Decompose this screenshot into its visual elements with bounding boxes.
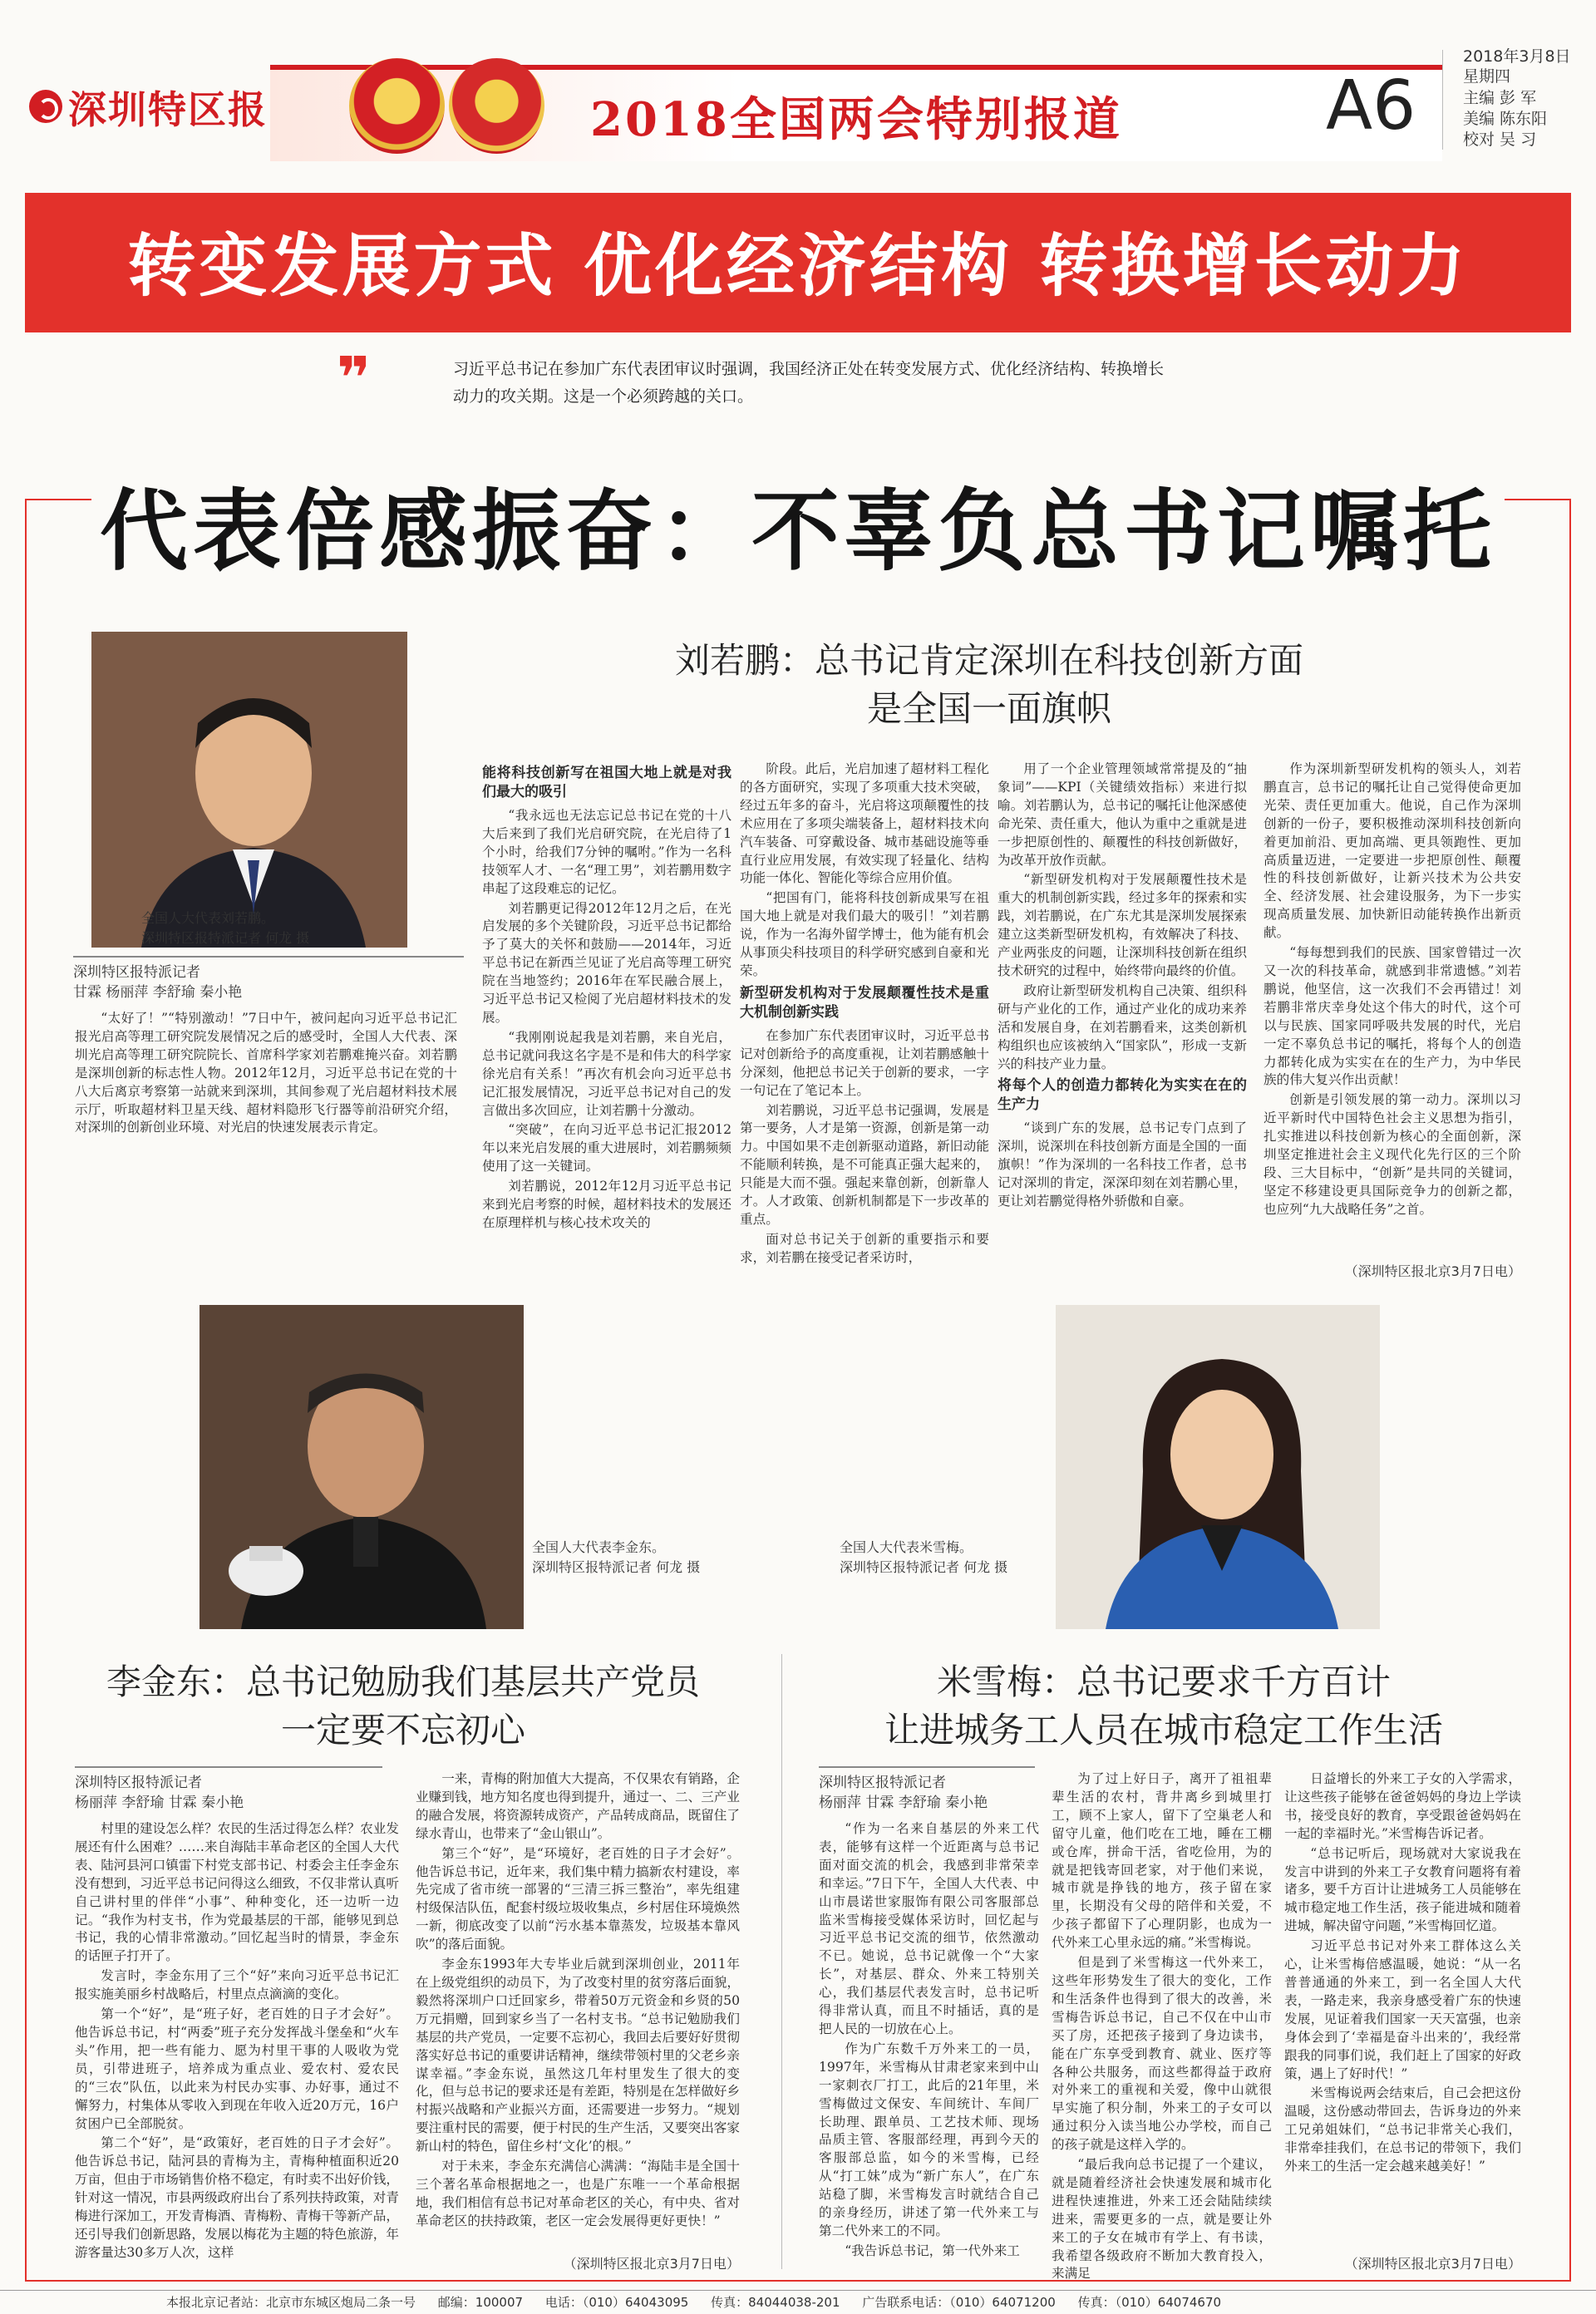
story2-dateline: （深圳特区报北京3月7日电） (563, 2256, 740, 2272)
subheading: 将每个人的创造力都转化为实实在在的生产力 (998, 1077, 1247, 1114)
credit-line: 美编 陈东阳 (1463, 110, 1548, 128)
paragraph: “最后我向总书记提了一个建议，就是随着经济社会快速发展和城市化进程快速推进，外来工还会陆陆续续进来，需要更多的一点，就是要让外来工的子女在城市有学上、有书读，我希望各级政府不断加大教育投入，来满足 (1052, 2157, 1272, 2282)
story1-dateline: （深圳特区报北京3月7日电） (1344, 1263, 1521, 1279)
paragraph: “作为一名来自基层的外来工代表，能够有这样一个近距离与总书记面对面交流的机会，我感到非常荣幸和幸运。”7日下午，全国人大代表、中山市晨诺世家服饰有限公司客服部总监米雪梅接受媒体采访时，回忆起与习近平总书记交流的细节，依然激动不已。她说，总书记就像一个“大家长”，对基层、群众、外来工特别关心，我们基层代表发言时，总书记听得非常认真，而且不时插话，真的是把人民的一切放在心上。 (819, 1821, 1039, 2036)
paragraph: 一来，青梅的附加值大大提高，不仅果农有销路，企业赚到钱，地方知名度也得到提升，通过一、二、三产业的融合发展，将资源转成资产，产品转成商品，既留住了绿水青山，也带来了“金山银山”。 (416, 1771, 740, 1841)
byline-line: 深圳特区报特派记者 (73, 964, 200, 981)
story1-photo-caption (141, 908, 391, 948)
story2-byline (75, 1766, 382, 1813)
newspaper-name: 深圳特区报 (68, 87, 268, 132)
paragraph: 用了一个企业管理领域常常提及的“抽象词”——KPI（关键绩效指标）来进行拟喻。刘若鹏认为，总书记的嘱托让他深感使命光荣、责任重大，他认为重中之重就是进一步把原创性的、颠覆性的科技创新做好，为改革开放作贡献。 (998, 761, 1247, 868)
paragraph: 习近平总书记对外来工群体这么关心，让米雪梅倍感温暖，她说：“从一名普普通通的外来工，到一名全国人大代表，一路走来，我亲身感受着广东的快速发展，见证着我们国家一天天富强，也亲身体会到了‘幸福是奋斗出来的’，我经常跟我的同事们说，我们赶上了国家的好政策，遇上了好时代！” (1284, 1938, 1521, 2081)
editor-credits (1463, 88, 1547, 150)
story2-photo-caption (532, 1538, 773, 1578)
portrait-mi-xuemei (1056, 1305, 1380, 1629)
paragraph: “把国有门，能将科技创新成果写在祖国大地上就是对我们最大的吸引！”刘若鹏说，作为一名海外留学博士，他为能有机会从事顶尖科技项目的科学研究感到自豪和光荣。 (740, 890, 989, 978)
byline-line: 深圳特区报特派记者 (819, 1775, 946, 1791)
caption-line: 全国人大代表李金东。 (532, 1539, 666, 1555)
credit-line: 主编 彭 军 (1463, 89, 1537, 107)
story1-column-4 (1264, 761, 1521, 1259)
story1-headline (574, 637, 1405, 733)
weekday-text: 星期四 (1463, 67, 1511, 86)
cppcc-emblem-icon (449, 58, 544, 154)
footer-address: 本报北京记者站：北京市东城区炮局二条一号 (166, 2295, 416, 2310)
footer-phone: 电话：（010）64043095 (544, 2295, 689, 2310)
paragraph: “总书记听后，现场就对大家说我在发言中讲到的外来工子女教育问题将有着诸多，要千方百计让进城务工人员能够在城市稳定地工作生活，孩子能进城和随着进城，解决留守问题，”米雪梅回忆道。 (1284, 1845, 1521, 1934)
paragraph: 第三个“好”，是“环境好，老百姓的日子才会好”。他告诉总书记，近年来，我们集中精力搞新农村建设，率先完成了省市统一部署的“三清三拆三整治”，率先组建村级保洁队伍，配套村级垃圾收集点，乡村居住环境焕然一新，彻底改变了以前“污水基本靠蒸发，垃圾基本靠风吹”的落后面貌。 (416, 1845, 740, 1952)
story3-dateline: （深圳特区报北京3月7日电） (1344, 2256, 1521, 2272)
divider (1442, 50, 1443, 150)
story1-column-2 (740, 761, 989, 1280)
paragraph: “突破”，在向习近平总书记汇报2012年以来光启发展的重大进展时，刘若鹏频频使用了这一关键词。 (482, 1122, 732, 1174)
caption-line: 深圳特区报特派记者 何龙 摄 (141, 930, 310, 946)
paragraph: 第一个“好”，是“班子好，老百姓的日子才会好”。他告诉总书记，村“两委”班子充分发挥战斗堡垒和“火车头”作用，把一些有能力、愿为村里干事的人吸收为党员，引带进班子，培养成为重点业、爱农村、爱农民的“三农”队伍，以此来为村民办实事、办好事，通过不懈努力，村集体从零收入到现在年收入近20万元，16户贫困户已全部脱贫。 (75, 2006, 399, 2131)
headline-line: 让进城务工人员在城市稳定工作生活 (884, 1710, 1443, 1750)
story3-column-1 (819, 1820, 1039, 2269)
paragraph: 刘若鹏说，2012年12月习近平总书记来到光启考察的时候，超材料技术的发展还在原理样机与核心技术攻关的 (482, 1179, 732, 1230)
paragraph: 阶段。此后，光启加速了超材料工程化的各方面研究，实现了多项重大技术突破，经过五年多的奋斗，光启将这项颠覆性的技术应用在了多项尖端装备上，超材料技术向汽车装备、可穿戴设备、城市基础设施等垂直行业应用发展，有效实现了轻量化、结构功能一体化、智能化等综合应用价值。 (740, 761, 989, 886)
headline-line: 是全国一面旗帜 (866, 688, 1111, 729)
paragraph: 第二个“好”，是“政策好，老百姓的日子才会好”。他告诉总书记，陆河县的青梅为主，青梅种植面积近20万亩，但由于市场销售价格不稳定，有时卖不出好价钱，针对这一情况，市县两级政府出台了系列扶持政策，对青梅进行深加工，开发青梅酒、青梅粉、青梅干等新产品，还引导我们创新思路，发展以梅花为主题的特色旅游，年游客量达30多万人次，这样 (75, 2135, 399, 2260)
paragraph: 米雪梅说两会结束后，自己会把这份温暖，这份感动带回去，告诉身边的外来工兄弟姐妹们，“总书记非常关心我们，非常牵挂我们，在总书记的带领下，我们外来工的生活一定会越来越美好！” (1284, 2085, 1521, 2174)
paragraph: “新型研发机构对于发展颠覆性技术是重大的机制创新实践，经过多年的探索和实践，刘若鹏说，在广东尤其是深圳发展探索建立这类新型研发机构，有效解决了科技、产业两张皮的问题，让深圳科技创新在组织技术研究的过程中，始终带向最终的价值。 (998, 872, 1247, 978)
byline-line: 甘霖 杨丽萍 李舒瑜 秦小艳 (73, 984, 243, 1001)
column-divider (781, 1654, 782, 2269)
intro-paragraph: 习近平总书记在参加广东代表团审议时强调，我国经济正处在转变发展方式、优化经济结构、转换增长动力的攻关期。这是一个必须跨越的关口。 (453, 360, 1165, 406)
paragraph: 在参加广东代表团审议时，习近平总书记对创新给予的高度重视，让刘若鹏感触十分深刻，他把总书记关于创新的要求，一字一句记在了笔记本上。 (740, 1027, 989, 1098)
paragraph: 刘若鹏说，习近平总书记强调，发展是第一要务，人才是第一资源，创新是第一动力。中国如果不走创新驱动道路，新旧动能不能顺利转换，是不可能真正强大起来的，只能是大而不强。强起来靠创新，创新靠人才。人才政策、创新机制都是下一步改革的重点。 (740, 1102, 989, 1227)
paragraph: “我刚刚说起我是刘若鹏，来自光启，总书记就问我这名字是不是和伟大的科学家徐光启有关系！”再次有机会向习近平总书记汇报发展情况，习近平总书记对自己的发言做出多次回应，让刘若鹏十分激动。 (482, 1029, 732, 1118)
paragraph: 刘若鹏更记得2012年12月之后，在光启发展的多个关键阶段，习近平总书记都给予了莫大的关怀和鼓励——2014年，习近平总书记在新西兰见证了光启高等理工研究院在当地签约；2016年在军民融合展上，习近平总书记又检阅了光启超材料技术的发展。 (482, 900, 732, 1025)
topic-title: 转变发展方式 优化经济结构 转换增长动力 (127, 227, 1469, 306)
headline-line: 李金东：总书记勉励我们基层共产党员 (106, 1662, 700, 1702)
paragraph: 为了过上好日子，离开了祖祖辈辈生活的农村，背井离乡到城里打工，顾不上家人，留下了空巢老人和留守儿童，他们吃在工地，睡在工棚或仓库，拼命干活，省吃俭用，为的就是把钱寄回老家，对于他们来说，城市就是挣钱的地方，孩子留在家里，长期没有父母的陪伴和关爱，不少孩子都留下了心理阴影，也成为一代外来工心里永远的痛。”米雪梅说。 (1052, 1771, 1272, 1951)
paragraph: 面对总书记关于创新的重要指示和要求，刘若鹏在接受记者采访时， (740, 1231, 989, 1265)
national-emblem-icon (349, 58, 445, 154)
paragraph: 日益增长的外来工子女的入学需求，让这些孩子能够在爸爸妈妈的身边上学读书，接受良好的教育，享受跟爸爸妈妈在一起的幸福时光。”米雪梅告诉记者。 (1284, 1771, 1521, 1841)
credit-line: 校对 吴 习 (1463, 130, 1537, 149)
byline-line: 深圳特区报特派记者 (75, 1775, 202, 1791)
headline-line: 刘若鹏：总书记肯定深圳在科技创新方面 (674, 640, 1303, 681)
newspaper-logo-icon (29, 90, 62, 123)
story1-lead (75, 1010, 457, 1284)
story2-column-1 (75, 1820, 399, 2269)
paragraph: 对于未来，李金东充满信心满满：“海陆丰是全国十三个著名革命根据地之一，也是广东唯一一个革命根据地，我们相信有总书记对革命老区的关心，有中央、省对革命老区的扶持政策，老区一定会发展得更好更快！” (416, 2159, 740, 2228)
caption-line: 深圳特区报特派记者 何龙 摄 (532, 1559, 701, 1575)
caption-line: 全国人大代表刘若鹏。 (141, 910, 275, 926)
paragraph: “谈到广东的发展，总书记专门点到了深圳，说深圳在科技创新方面是全国的一面旗帜！”作为深圳的一名科技工作者，总书记对深圳的肯定，深深印刻在刘若鹏心里，更让刘若鹏觉得格外骄傲和自豪。 (998, 1120, 1247, 1209)
story1-byline (73, 956, 464, 1002)
footer-fax: 传真：84044038-201 (711, 2295, 840, 2310)
story2-column-2 (416, 1770, 740, 2252)
paragraph: “太好了！”“特别激动！”7日中午，被问起向习近平总书记汇报光启高等理工研究院发展情况之后的感受时，全国人大代表、深圳光启高等理工研究院院长、首席科学家刘若鹏难掩兴奋。刘若鹏是深圳创新的标志性人物。2012年12月，习近平总书记在党的十八大后离京考察第一站就来到深圳，其间参观了光启超材料技术展示厅，听取超材料卫星天线、超材料隐形飞行器等前沿研究介绍，对深圳的创新创业环境、对光启的快速发展表示肯定。 (75, 1011, 457, 1135)
story3-headline (798, 1658, 1530, 1755)
paragraph: “我永远也无法忘记总书记在党的十八大后来到了我们光启研究院，在光启待了1个小时，给我们7分钟的嘱咐。”作为一名科技领军人才、一名“理工男”，刘若鹏用数字串起了这段难忘的记忆。 (482, 808, 732, 896)
page-number: A6 (1326, 66, 1416, 145)
byline-line: 杨丽萍 甘霖 李舒瑜 秦小艳 (819, 1795, 988, 1811)
quote-mark-icon: ❞ (337, 344, 372, 412)
subheading: 新型研发机构对于发展颠覆性技术是重大机制创新实践 (740, 984, 989, 1021)
paragraph: “我告诉总书记，第一代外来工 (845, 2243, 1020, 2258)
story1-column-1 (482, 761, 732, 1280)
story3-byline (819, 1766, 1035, 1813)
headline-line: 米雪梅：总书记要求千方百计 (936, 1662, 1391, 1702)
page-footer (0, 2290, 1596, 2314)
byline-line: 杨丽萍 李舒瑜 甘霖 秦小艳 (75, 1795, 244, 1811)
paragraph: 李金东1993年大专毕业后就到深圳创业，2011年在上级党组织的动员下，为了改变村里的贫穷落后面貌，毅然将深圳户口迁回家乡，带着50万元资金和乡贤的50万元捐赠，回到家乡当了一名村支书。“总书记勉励我们基层的共产党员，一定要不忘初心，我回去后要好好贯彻落实好总书记的重要讲话精神，继续带领村里的父老乡亲谋幸福。”李金东说，虽然这几年村里发生了很大的变化，但与总书记的要求还是有差距，特别是在怎样做好乡村振兴战略和产业振兴方面，还需要进一步努力。“规划要注重村民的需要，便于村民的生产生活，又要突出客家新山村的特色，留住乡村‘文化’的根。” (416, 1957, 740, 2154)
paragraph: “每每想到我们的民族、国家曾错过一次又一次的科技革命，就感到非常遗憾。”刘若鹏说，他坚信，这一次我们不会再错过！刘若鹏非常庆幸身处这个伟大的时代，这个可以与民族、国家同呼吸共发展的时代，光启一定不辜负总书记的嘱托，将每个人的创造力都转化成为实实在在的生产力，为中华民族的伟大复兴作出贡献！ (1264, 945, 1521, 1088)
paragraph: 作为广东数千万外来工的一员，1997年，米雪梅从甘肃老家来到中山一家刺衣厂打工，此后的21年里，米雪梅做过文保安、车间统计、车间厂长助理、跟单员、工艺技术师、现场品质主管、客服部经理，再到今天的客服部总监，如今的米雪梅，已经从“打工妹”成为“新广东人”，在广东站稳了脚，米雪梅发言时就结合自己的亲身经历，讲述了第一代外来工与第二代外来工的不同。 (819, 2041, 1039, 2238)
story3-column-2 (1052, 1770, 1272, 2282)
subheading: 能将科技创新写在祖国大地上就是对我们最大的吸引 (482, 765, 732, 800)
banner-title: 2018全国两会特别报道 (590, 92, 1122, 147)
portrait-li-jindong (200, 1305, 524, 1629)
footer-ad-fax: 传真：（010）64074670 (1077, 2295, 1222, 2310)
caption-line: 全国人大代表米雪梅。 (840, 1539, 973, 1555)
date-text: 2018年3月8日 (1463, 47, 1571, 66)
paragraph: 政府让新型研发机构自己决策、组织科研与产业化的工作，通过产业化的成功来养活和发展自身，在刘若鹏看来，这类创新机构组织也应该被纳入“国家队”，形成一支新兴的科技产业力量。 (998, 982, 1247, 1071)
paragraph: 创新是引领发展的第一动力。深圳以习近平新时代中国特色社会主义思想为指引，扎实推进以科技创新为核心的全面创新，深圳坚定推进社会主义现代化先行区的三个阶段、三大目标中，“创新”是共同的关键词，坚定不移建设更具国际竞争力的创新之都，也应列“九大战略任务”之首。 (1264, 1092, 1521, 1217)
paragraph: 发言时，李金东用了三个“好”来向习近平总书记汇报实施美丽乡村战略后，村里点点滴滴的变化。 (75, 1968, 399, 2002)
headline-line: 一定要不忘初心 (280, 1710, 525, 1750)
portrait-liu-ruopeng (91, 632, 407, 948)
story3-column-3 (1284, 1770, 1521, 2252)
story3-photo-caption (840, 1538, 1056, 1578)
issue-date (1463, 47, 1571, 86)
paragraph: 但是到了米雪梅这一代外来工，这些年形势发生了很大的变化，工作和生活条件也得到了很大的改善，米雪梅告诉总书记，自己不仅在中山市买了房，还把孩子接到了身边读书，能在广东享受到教育、就业、医疗等各种公共服务，而这些都得益于政府对外来工的重视和关爱，像中山就很早实施了积分制，外来工的子女可以通过积分入读当地公办学校，而自己的孩子就是这样入学的。 (1052, 1955, 1272, 2153)
main-headline: 代表倍感振奋：不辜负总书记嘱托 (100, 480, 1496, 583)
story2-headline (58, 1658, 748, 1755)
footer-postcode: 邮编：100007 (437, 2295, 524, 2310)
paragraph: 村里的建设怎么样？农民的生活过得怎么样？农业发展还有什么困难？……来自海陆丰革命老区的全国人大代表、陆河县河口镇雷下村党支部书记、村委会主任李金东没有想到，习近平总书记问得这么细致，不仅非常认真听自己讲村里的伴伴“小事”、种种变化，还一边听一边记。“我作为村支书，作为党最基层的干部，能够见到总书记，我的心情非常激动。”回忆起当时的情景，李金东的话匣子打开了。 (75, 1821, 399, 1964)
footer-ad-phone: 广告联系电话：（010）64071200 (862, 2295, 1056, 2310)
caption-line: 深圳特区报特派记者 何龙 摄 (840, 1559, 1008, 1575)
story1-column-3 (998, 761, 1247, 1280)
paragraph: 作为深圳新型研发机构的领头人，刘若鹏直言，总书记的嘱托让自己觉得使命更加光荣、责任更加重大。他说，自己作为深圳创新的一份子，要积极推动深圳科技创新向着更加前沿、更加高端、更具领跑性、更加高质量迈进，一定要进一步把原创性、颠覆性的科技创新做好，让新兴技术为公共安全、经济发展、社会建设服务，为下一步实现高质量发展、加快新旧动能转换作出新贡献。 (1264, 761, 1521, 941)
